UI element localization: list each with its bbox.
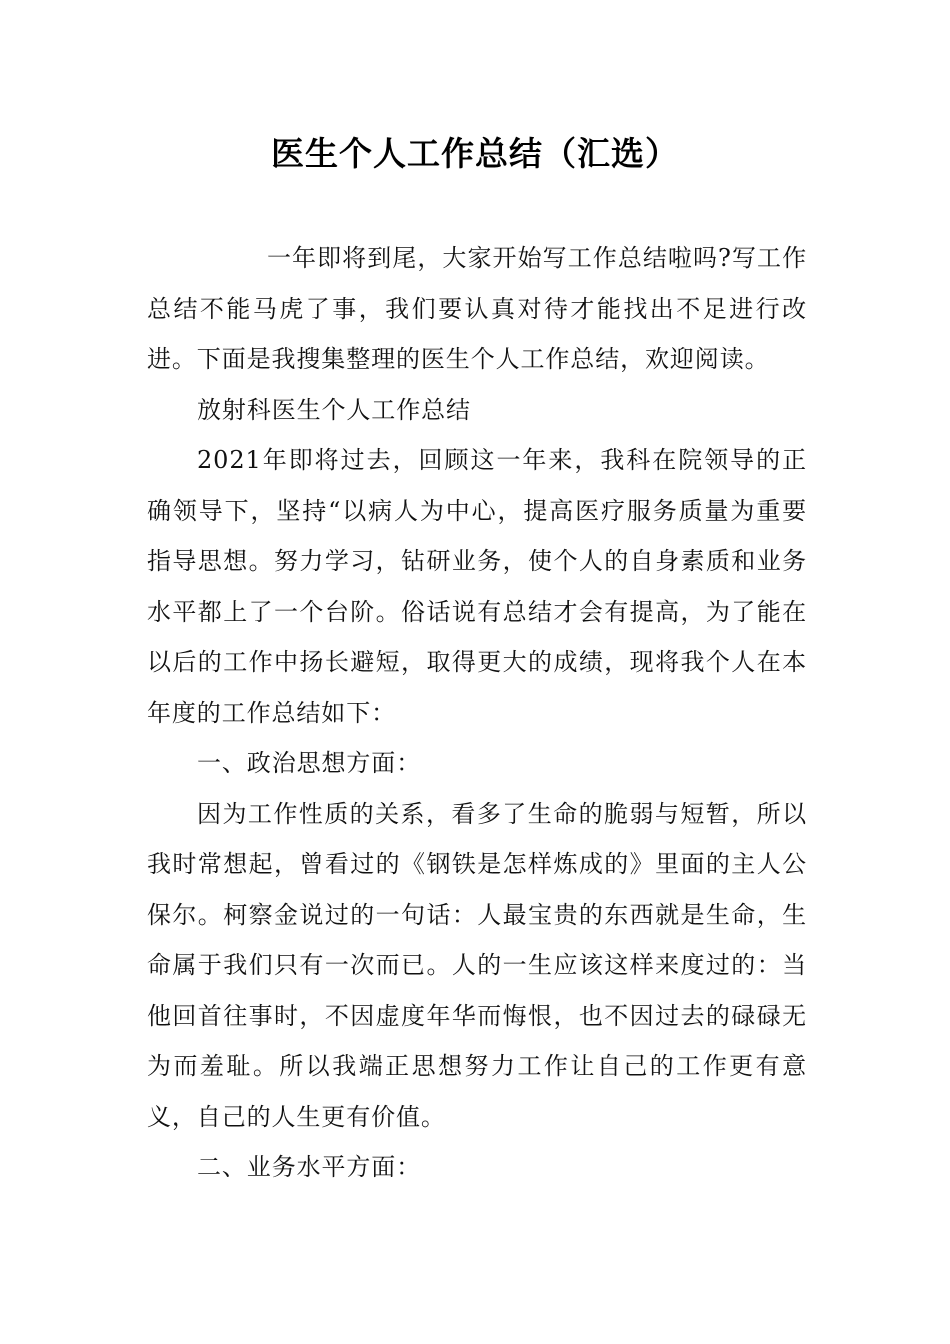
section-heading: 二、业务水平方面： <box>197 1153 422 1181</box>
body-paragraph: 2021年即将过去，回顾这一年来，我科在院领导的正确领导下，坚持“以病人为中心，提高医疗服务质量为重要指导思想。努力学习，钻研业务，使个人的自身素质和业务水平都上了一个台阶。俗话说有总结才会有提高，为了能在以后的工作中扬长避短，取得更大的成绩，现将我个人在本年度的工作总结如下： <box>147 446 807 727</box>
document-body <box>147 233 807 1193</box>
body-paragraph: 因为工作性质的关系，看多了生命的脆弱与短暂，所以我时常想起，曾看过的《钢铁是怎样炼成的》里面的主人公保尔。柯察金说过的一句话：人最宝贵的东西就是生命，生命属于我们只有一次而已。人的一生应该这样来度过的：当他回首往事时，不因虚度年华而悔恨，也不因过去的碌碌无为而羞耻。所以我端正思想努力工作让自己的工作更有意义，自己的人生更有价值。 <box>147 799 807 1131</box>
section-heading: 放射科医生个人工作总结 <box>197 395 471 424</box>
intro-paragraph: 一年即将到尾，大家开始写工作总结啦吗?写工作总结不能马虎了事，我们要认真对待才能找出不足进行改进。下面是我搜集整理的医生个人工作总结，欢迎阅读。 <box>147 244 807 373</box>
section-heading: 一、政治思想方面： <box>197 749 422 777</box>
document-title: 医生个人工作总结（汇选） <box>271 134 679 173</box>
